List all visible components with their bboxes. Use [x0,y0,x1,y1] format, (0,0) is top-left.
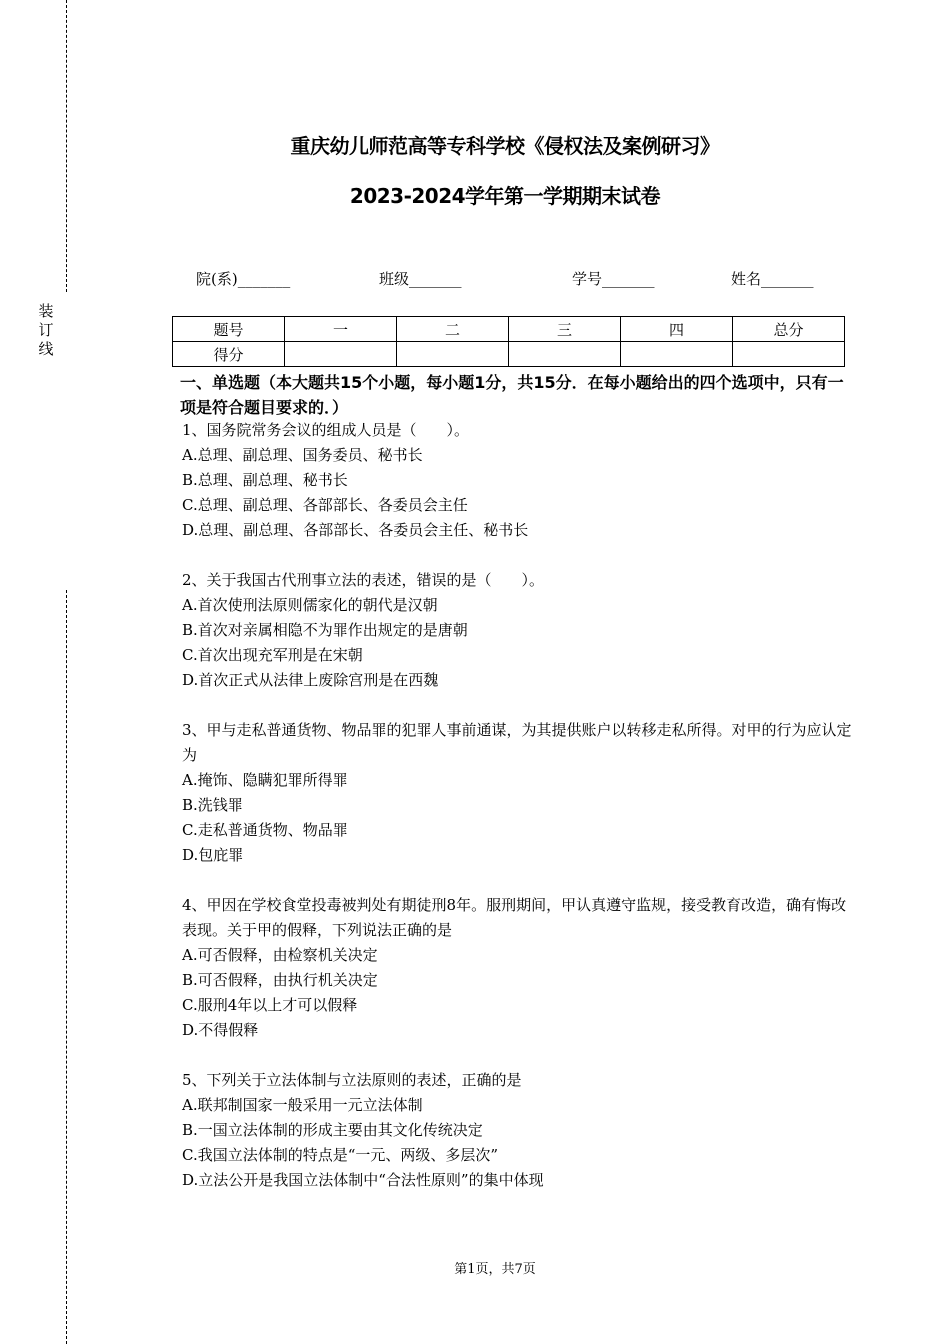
score-table-score-row [173,342,845,367]
name-field: 姓名_______ [731,270,814,288]
question-list [182,418,852,1218]
option: C.我国立法体制的特点是“一元、两级、多层次” [182,1146,499,1164]
option: A.首次使刑法原则儒家化的朝代是汉朝 [182,596,438,614]
question-item [182,568,852,693]
score-table [172,316,845,367]
option: B.可否假释，由执行机关决定 [182,971,378,989]
exam-title: 重庆幼儿师范高等专科学校《侵权法及案例研习》 [290,134,720,158]
binding-char: 订 [38,321,54,339]
section-heading: 一、单选题（本大题共15个小题，每小题1分，共15分．在每小题给出的四个选项中，只有一项是符合题目要求的．） [180,373,844,417]
score-table-header-row [173,317,845,342]
option: A.总理、副总理、国务委员、秘书长 [182,446,423,464]
question-stem: 3、甲与走私普通货物、物品罪的犯罪人事前通谋，为其提供账户以转移走私所得。对甲的行为应认定为 [182,721,852,764]
option: B.总理、副总理、秘书长 [182,471,348,489]
question-stem: 2、关于我国古代刑事立法的表述，错误的是（ ）。 [182,571,545,589]
option: D.总理、副总理、各部部长、各委员会主任、秘书长 [182,521,529,539]
exam-subtitle: 2023-2024学年第一学期期末试卷 [349,184,661,208]
score-cell [397,342,509,367]
option: C.首次出现充军刑是在宋朝 [182,646,363,664]
option: A.可否假释，由检察机关决定 [182,946,378,964]
question-stem: 5、下列关于立法体制与立法原则的表述，正确的是 [182,1071,522,1089]
option: C.总理、副总理、各部部长、各委员会主任 [182,496,468,514]
option: C.服刑4年以上才可以假释 [182,996,358,1014]
option: D.首次正式从法律上废除宫刑是在西魏 [182,671,439,689]
option: B.洗钱罪 [182,796,243,814]
option: B.一国立法体制的形成主要由其文化传统决定 [182,1121,483,1139]
option: C.走私普通货物、物品罪 [182,821,348,839]
table-cell: 四 [621,317,733,342]
question-item [182,1068,852,1193]
table-cell: 三 [509,317,621,342]
table-cell: 一 [285,317,397,342]
score-cell [733,342,845,367]
binding-label [36,302,56,359]
class-field: 班级_______ [379,270,462,288]
question-stem: 4、甲因在学校食堂投毒被判处有期徒刑8年。服刑期间，甲认真遵守监规，接受教育改造，确有悔改表现。关于甲的假释，下列说法正确的是 [182,896,847,939]
question-item [182,718,852,868]
binding-char: 线 [38,340,54,358]
score-cell [509,342,621,367]
option: D.立法公开是我国立法体制中“合法性原则”的集中体现 [182,1171,544,1189]
score-cell [621,342,733,367]
table-cell: 得分 [173,342,285,367]
table-cell: 二 [397,317,509,342]
binding-char: 装 [38,302,54,320]
option: B.首次对亲属相隐不为罪作出规定的是唐朝 [182,621,468,639]
table-cell: 题号 [173,317,285,342]
score-cell [285,342,397,367]
table-cell: 总分 [733,317,845,342]
page-number: 第1页，共7页 [454,1262,536,1277]
option: A.掩饰、隐瞒犯罪所得罪 [182,771,348,789]
option: D.包庇罪 [182,846,244,864]
department-field: 院(系)_______ [196,270,291,288]
question-item [182,893,852,1043]
binding-line-bottom [66,590,67,1344]
question-item [182,418,852,543]
option: A.联邦制国家一般采用一元立法体制 [182,1096,423,1114]
question-stem: 1、国务院常务会议的组成人员是（ ）。 [182,421,470,439]
student-id-field: 学号_______ [572,270,655,288]
option: D.不得假释 [182,1021,259,1039]
